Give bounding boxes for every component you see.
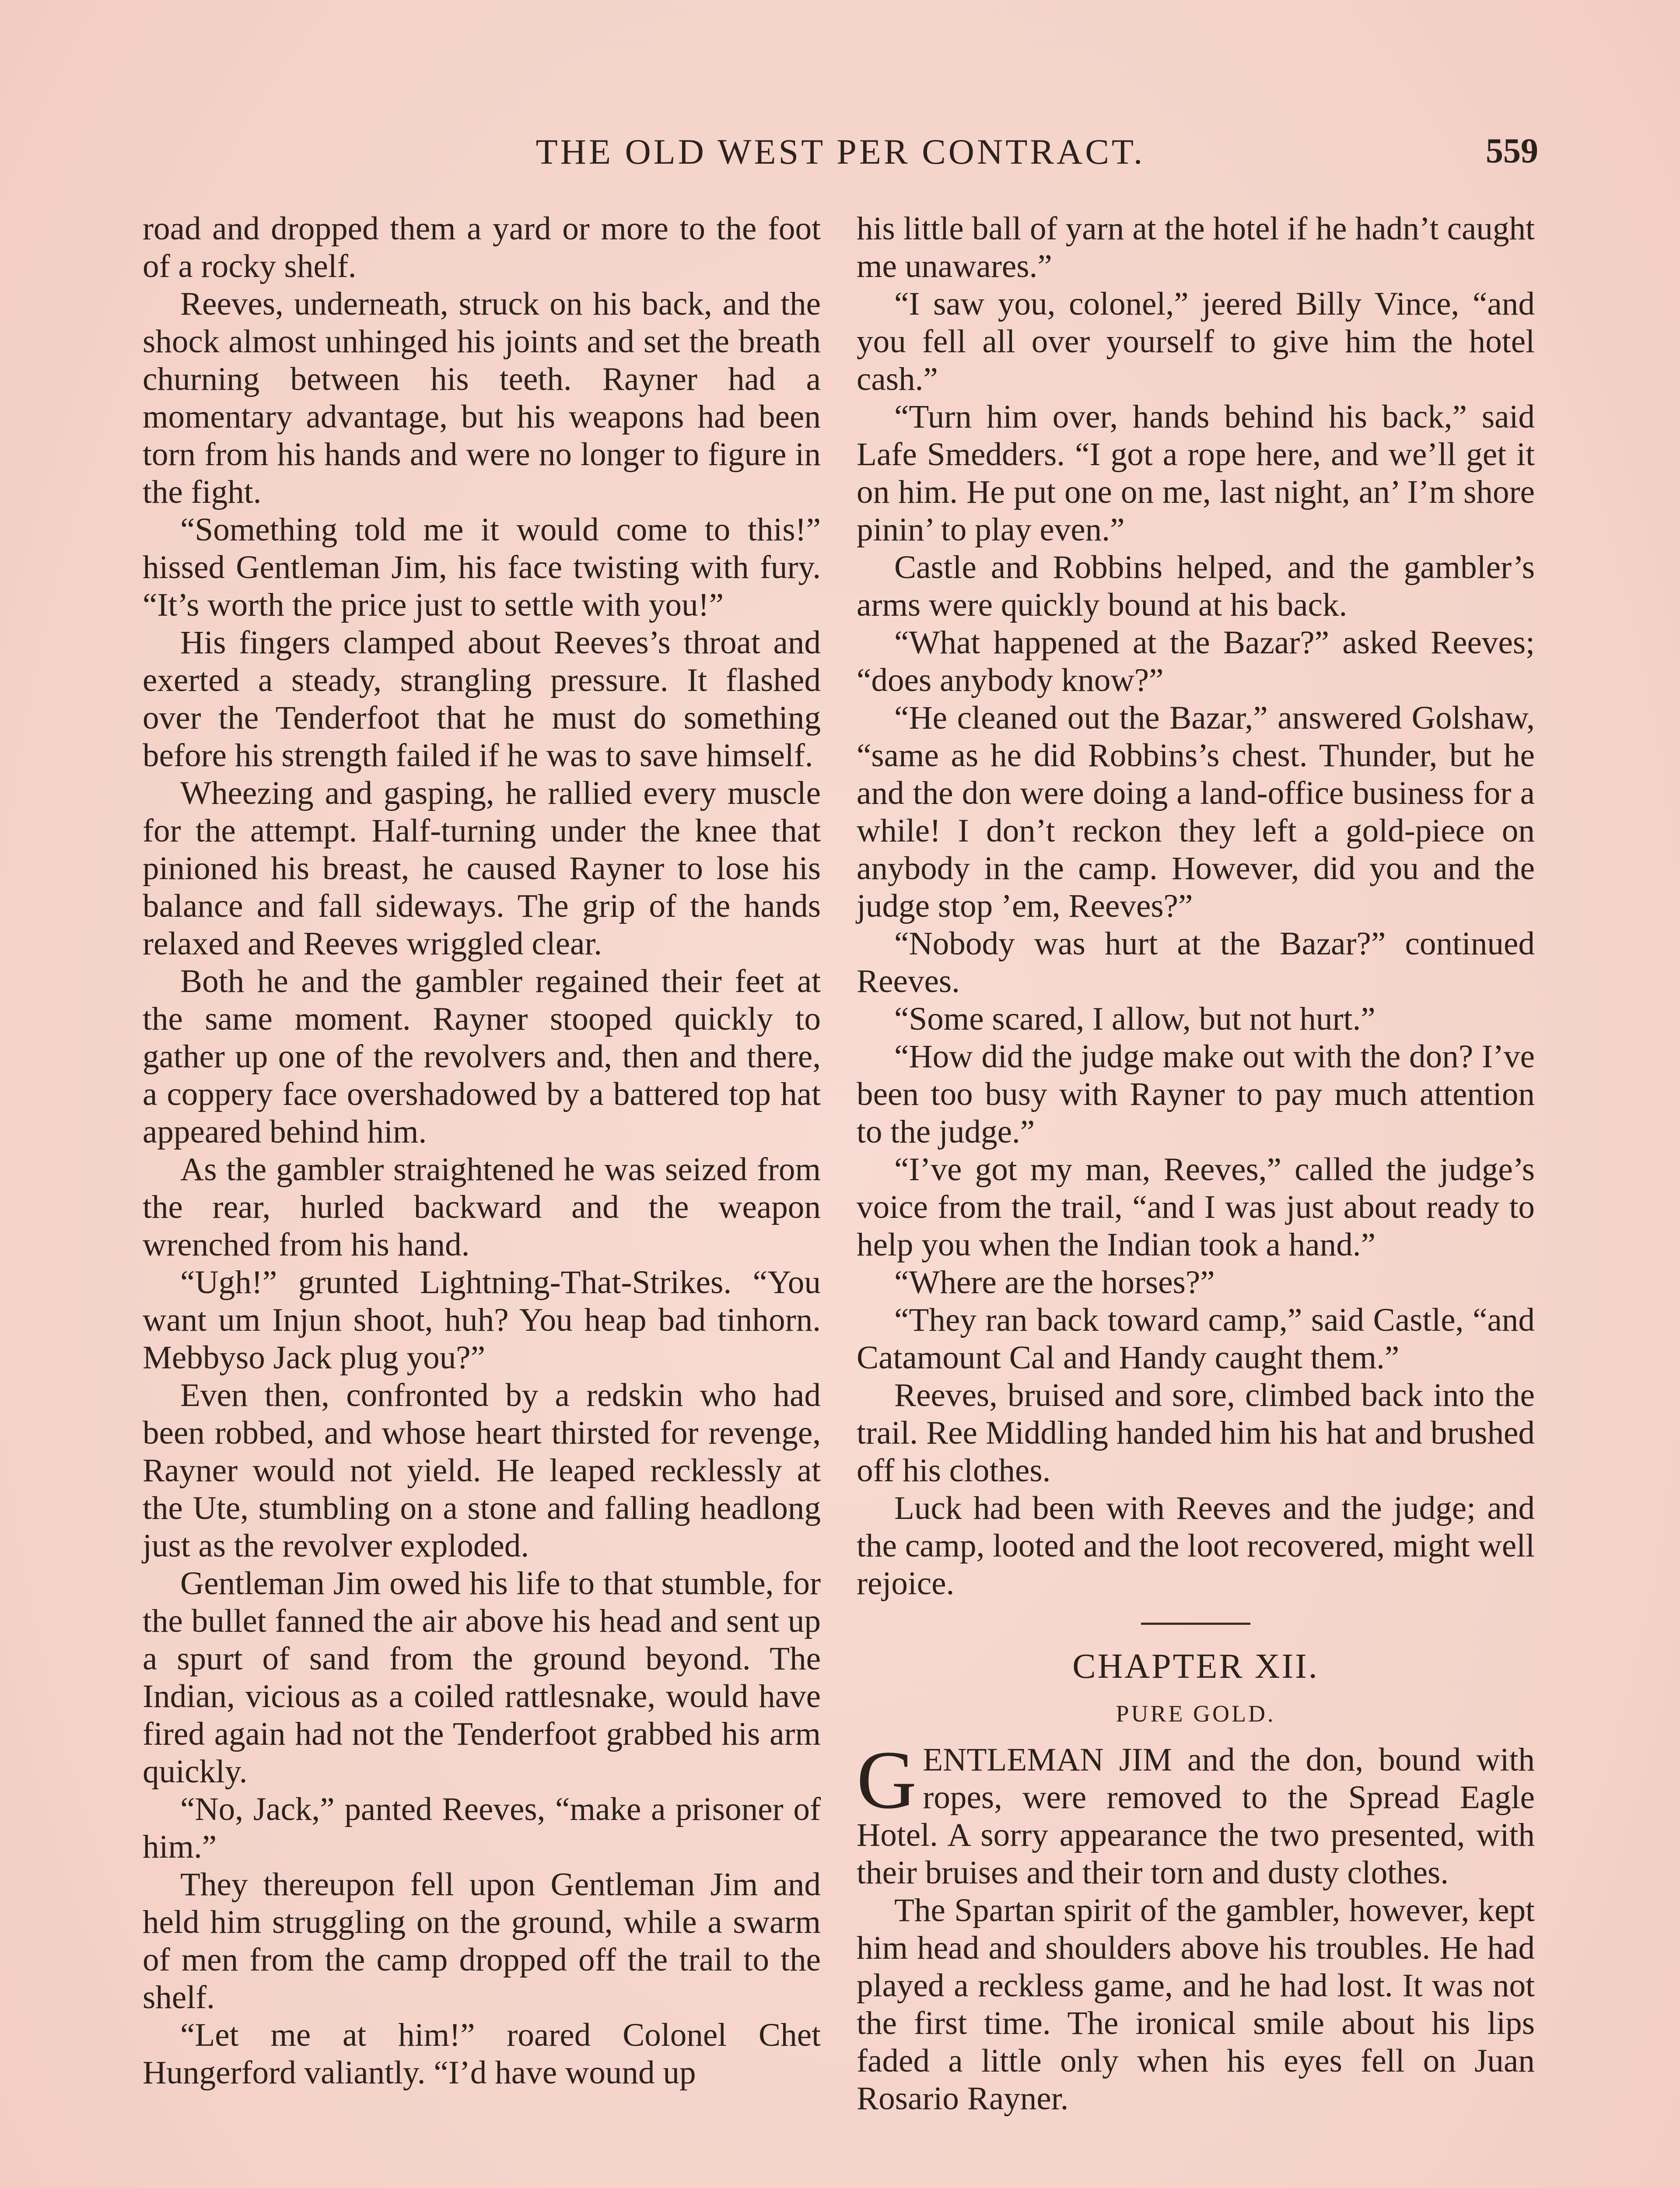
paragraph: His fingers clamped about Reeves’s throat and exerted a steady, strangling pressure. It flashed over the Tenderfoot that he must do something before his strength failed if he was to save himself.	[143, 624, 821, 774]
paragraph: “Nobody was hurt at the Bazar?” continued Reeves.	[857, 926, 1535, 999]
paragraph: road and dropped them a yard or more to the foot of a rocky shelf.	[143, 210, 821, 284]
paragraph: “They ran back toward camp,” said Castle, “and Catamount Cal and Handy caught them.”	[857, 1302, 1535, 1376]
paragraph: “Something told me it would come to this!” hissed Gentleman Jim, his face twisting with fury. “It’s worth the price just to settle with you!”	[143, 512, 821, 623]
paragraph: “He cleaned out the Bazar,” answered Golshaw, “same as he did Robbins’s chest. Thunder, but he and the don were doing a land-office business for a while! I don’t reckon they left a gold-piece on anybody in the camp. However, did you and the judge stop ’em, Reeves?”	[857, 700, 1535, 924]
drop-cap: G	[857, 1734, 917, 1826]
paragraph: They thereupon fell upon Gentleman Jim and held him struggling on the ground, while a swarm of men from the camp dropped off the trail to the shelf.	[143, 1866, 821, 2016]
paragraph: “How did the judge make out with the don? I’ve been too busy with Rayner to pay much attention to the judge.”	[857, 1038, 1535, 1150]
chapter-opening-paragraph	[857, 1734, 1535, 1892]
left-column	[143, 210, 821, 2092]
paragraph: “What happened at the Bazar?” asked Reeves; “does anybody know?”	[857, 624, 1535, 698]
chapter-title: CHAPTER XII.	[1072, 1647, 1319, 1686]
page-number: 559	[1486, 132, 1538, 170]
chapter-subtitle: PURE GOLD.	[1116, 1701, 1276, 1727]
paragraph: Wheezing and gasping, he rallied every muscle for the attempt. Half-turning under the knee that pinioned his breast, he caused Rayner to lose his balance and fall sideways. The grip of the hands relaxed and Reeves wriggled clear.	[143, 775, 821, 962]
paragraph: Even then, confronted by a redskin who had been robbed, and whose heart thirsted for revenge, Rayner would not yield. He leaped recklessly at the Ute, stumbling on a stone and falling headlong just as the revolver exploded.	[143, 1377, 821, 1564]
section-divider	[1141, 1623, 1250, 1625]
right-column	[857, 210, 1535, 2118]
paragraph: The Spartan spirit of the gambler, however, kept him head and shoulders above his troubles. He had played a reckless game, and he had lost. It was not the first time. The ironical smile about his lips faded a little only when his eyes fell on Juan Rosario Rayner.	[857, 1892, 1535, 2117]
paragraph: As the gambler straightened he was seized from the rear, hurled backward and the weapon wrenched from his hand.	[143, 1151, 821, 1263]
paragraph: Luck had been with Reeves and the judge; and the camp, looted and the loot recovered, might well rejoice.	[857, 1490, 1535, 1602]
paragraph-text: ENTLEMAN JIM and the don, bound with ropes, were removed to the Spread Eagle Hotel. A sorry appearance the two presented, with their bruises and their torn and dusty clothes.	[857, 1742, 1535, 1891]
paragraph: Both he and the gambler regained their feet at the same moment. Rayner stooped quickly to gather up one of the revolvers and, then and there, a coppery face overshadowed by a battered top hat appeared behind him.	[143, 963, 821, 1150]
paragraph: “Where are the horses?”	[894, 1264, 1215, 1301]
paragraph: Castle and Robbins helped, and the gambler’s arms were quickly bound at his back.	[857, 549, 1535, 623]
paragraph: “Turn him over, hands behind his back,” said Lafe Smedders. “I got a rope here, and we’ll get it on him. He put one on me, last night, an’ I’m shore pinin’ to play even.”	[857, 399, 1535, 548]
paragraph: “Let me at him!” roared Colonel Chet Hungerford valiantly. “I’d have wound up	[143, 2017, 821, 2091]
paragraph: Gentleman Jim owed his life to that stumble, for the bullet fanned the air above his head and sent up a spurt of sand from the ground beyond. The Indian, vicious as a coiled rattlesnake, would have fired again had not the Tenderfoot grabbed his arm quickly.	[143, 1565, 821, 1790]
paragraph: “I’ve got my man, Reeves,” called the judge’s voice from the trail, “and I was just about ready to help you when the Indian took a hand.”	[857, 1151, 1535, 1263]
paragraph: his little ball of yarn at the hotel if he hadn’t caught me unawares.”	[857, 210, 1535, 284]
paragraph: Reeves, underneath, struck on his back, and the shock almost unhinged his joints and set the breath churning between his teeth. Rayner had a momentary advantage, but his weapons had been torn from his hands and were no longer to figure in the fight.	[143, 286, 821, 510]
running-title: THE OLD WEST PER CONTRACT.	[536, 132, 1145, 172]
paragraph: Reeves, bruised and sore, climbed back into the trail. Ree Middling handed him his hat and brushed off his clothes.	[857, 1377, 1535, 1489]
paragraph: “Some scared, I allow, but not hurt.”	[894, 1001, 1376, 1037]
paragraph: “I saw you, colonel,” jeered Billy Vince, “and you fell all over yourself to give him the hotel cash.”	[857, 286, 1535, 397]
paragraph: “Ugh!” grunted Lightning-That-Strikes. “You want um Injun shoot, huh? You heap bad tinhorn. Mebbyso Jack plug you?”	[143, 1264, 821, 1376]
running-head	[143, 131, 1538, 179]
paragraph: “No, Jack,” panted Reeves, “make a prisoner of him.”	[143, 1791, 821, 1865]
